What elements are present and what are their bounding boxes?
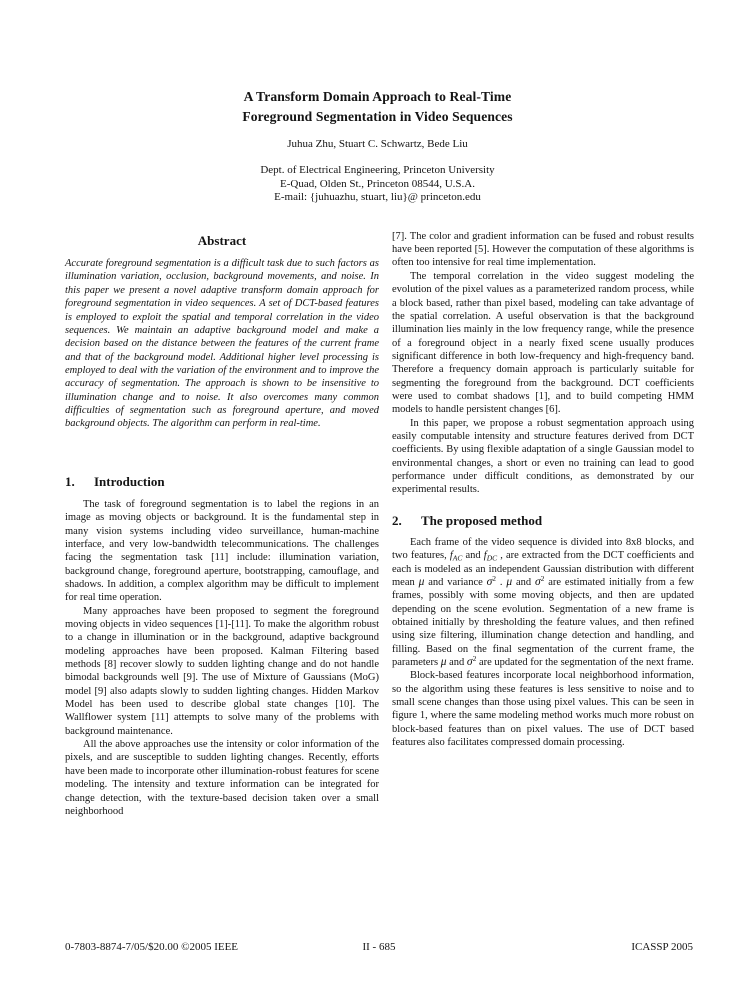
affiliation-email: E-mail: {juhuazhu, stuart, liu}@ princeton.edu — [274, 191, 481, 204]
method-paragraph-2: Block-based features incorporate local neighborhood information, so the algorithm using these features is less sensitive to noise and to small scene changes than those using pixel values. This can be seen in figure 1, where the same modeling method works much more robust on block-based features than on pixel values. The use of DCT based features also facilitates compressed domain processing. — [392, 670, 694, 749]
introduction-paragraph-1: The task of foreground segmentation is to label the regions in an image as moving objects or background. It is the fundamental step in many vision systems including video surveillance, human-machine interface, and very low-bandwidth telecommunications. The challenges facing the segmentation task [11] include: illumination variation, background change, foreground aperture, bootstrapping, camouflage, and shadows. In addition, a complex algorithm may be difficult to implement for real time operation. — [65, 498, 379, 604]
section-heading-introduction — [65, 475, 379, 488]
abstract-heading: Abstract — [197, 232, 247, 248]
left-column — [65, 230, 379, 818]
paper-title — [0, 87, 755, 126]
paper-header — [0, 0, 755, 205]
introduction-paragraph-3: All the above approaches use the intensity or color information of the pixels, and are susceptible to sudden lighting changes. Recently, efforts have been made to incorporate other illumination-robust features for scene modeling. The intensity and texture information can be integrated for change detection, with the texture-based decision taken over a small neighborhood — [65, 739, 379, 817]
page-footer — [65, 941, 693, 953]
paper-authors: Juhua Zhu, Stuart C. Schwartz, Bede Liu — [287, 138, 468, 150]
two-column-body — [65, 230, 694, 818]
section-number: 1. — [65, 473, 75, 489]
section-title: The proposed method — [421, 512, 543, 528]
section-title: Introduction — [94, 473, 165, 489]
introduction-paragraph-2: Many approaches have been proposed to segment the foreground moving objects in video sequences [1]-[11]. To make the algorithm robust to a change in illumination or in the background, adaptive background modeling approaches have been proposed. Kalman Filtering based methods [8] recover slowly to sudden lighting change and do not handle bimodal backgrounds well [9]. The use of Mixture of Gaussians (MoG) model [9] also adapts slowly to sudden lighting changes. Hidden Markov Model has been used to describe global state changes [10]. The Wallflower system [11] attempts to solve many of the problems with background maintenance. — [65, 605, 379, 737]
footer-conference: ICASSP 2005 — [631, 941, 693, 953]
section-heading-proposed-method — [392, 514, 694, 527]
continued-paragraph-1: [7]. The color and gradient information can be fused and robust results have been reported [5]. However the computation of these algorithms is often too intensive for real time implementation. — [392, 230, 694, 269]
paper-title-line1: A Transform Domain Approach to Real-Time — [243, 89, 512, 104]
footer-copyright: 0-7803-8874-7/05/$20.00 ©2005 IEEE — [65, 941, 239, 953]
abstract-body: Accurate foreground segmentation is a difficult task due to such factors as illumination variation, occlusion, background movements, and noise. In this paper we present a novel adaptive transform domain approach for foreground segmentation in video sequences. A set of DCT-based features is employed to exploit the spatial and temporal correlation in the video sequences. We maintain an adaptive background model and make a decision based on the distance between the features of the current frame and that of the background model. Additional higher level processing is employed to deal with the variation of the environment and to improve the accuracy of segmentation. The approach is shown to be insensitive to illumination change and to noise. It also overcomes many common difficulties of segmentation such as foreground aperture, and moved background objects. The algorithm can perform in real-time. — [65, 258, 379, 430]
continued-paragraph-3: In this paper, we propose a robust segmentation approach using easily computable intensity and structure features derived from DCT coefficients. By using flexible adaptation of a single Gaussian model to environmental changes, a short or even no training can lead to good performance under difficult conditions, as demonstrated by our experimental results. — [392, 417, 694, 496]
affiliation-address: E-Quad, Olden St., Princeton 08544, U.S.A. — [280, 177, 475, 190]
continued-paragraph-2: The temporal correlation in the video suggest modeling the evolution of the pixel values as a parameterized random process, while a block based, rather than pixel based, modeling can take advantage of the spatial correlation. A useful observation is that the background illumination lies mainly in the low frequency range, while the presence of a foreground object in a nearly fixed scene usually produces significant difference in both low-frequency and high-frequency band. Therefore a frequency domain approach is particularly suitable for segmenting the foreground from the background. DCT coefficients were used to combat shadows [1], and to build competing HMM models to handle persistent changes [6]. — [392, 270, 694, 416]
section-number: 2. — [392, 512, 402, 528]
footer-page-number: II - 685 — [362, 941, 396, 953]
right-column — [392, 230, 694, 818]
affiliation-department: Dept. of Electrical Engineering, Princeton University — [260, 164, 495, 176]
method-paragraph-1: Each frame of the video sequence is divided into 8x8 blocks, and two features, $f_{AC}$ and $f_{DC}$ , are extracted from the DCT coefficients and each is modeled as an independent Gaussian distribution with different mean μ and variance $\sigma^2$ . μ and $\sigma^2$ are estimated initially from a few frames, possibly with some moving objects, and then are updated depending on the scene evolution. Segmentation of a new frame is obtained initially by thresholding the feature values, and then refined using size filtering, illumination change detection and handling, and filling. Based on the final segmentation of the current frame, the parameters μ and $\sigma^2$ are updated for the segmentation of the next frame. — [392, 537, 695, 669]
paper-title-line2: Foreground Segmentation in Video Sequences — [242, 108, 513, 124]
paper-affiliation — [0, 164, 755, 205]
